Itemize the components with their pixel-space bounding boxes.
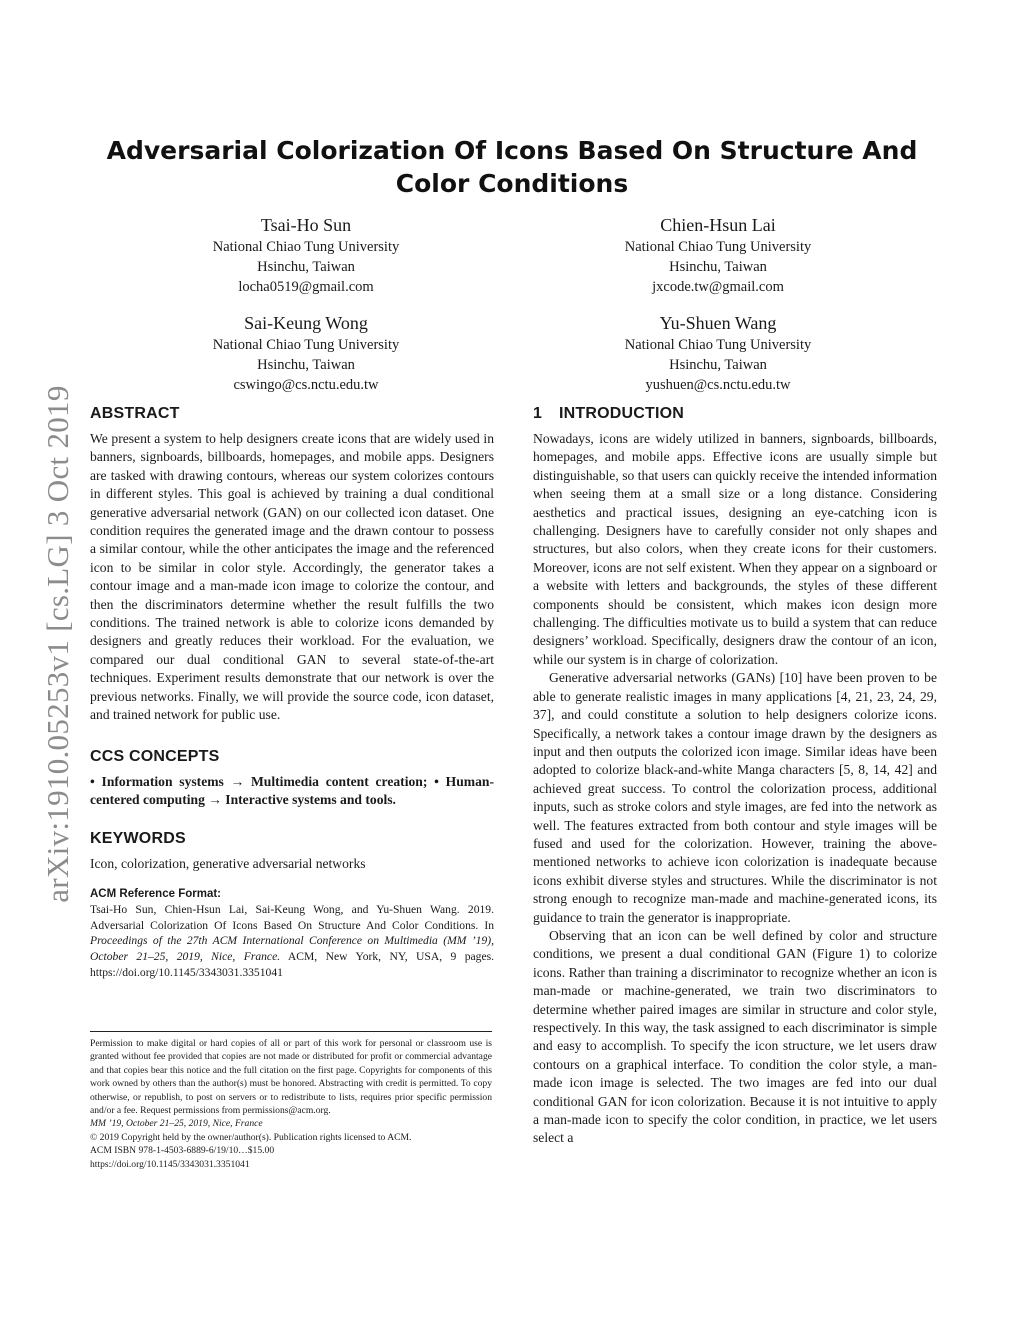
intro-paragraph-3: Observing that an icon can be well defined by color and structure conditions, we present a dual conditional GAN (Figure 1) to colorize icons. Rather than training a discriminator to recognize whether an icon is man-made or machine-generated, we train two discriminators to determine whether paired images are similar in structure and color style, respectively. In this way, the task assigned to each discriminator is simple and easy to accomplish. To specify the icon structure, we let users draw contours on a graphical interface. To condition the color style, a man-made icon image is selected. The two images are fed into our dual conditional GAN for icon colorization. Because it is not intuitive to apply a man-made icon to specify the color condition, in practice, we let users select a — [533, 927, 937, 1146]
author-name: Chien-Hsun Lai — [660, 215, 776, 235]
title-line-2: Color Conditions — [395, 169, 629, 198]
author-block — [126, 311, 486, 395]
title-line-1: Adversarial Colorization Of Icons Based On Structure And — [106, 136, 918, 165]
author-affiliation: National Chiao Tung University — [212, 239, 400, 255]
author-name: Yu-Shuen Wang — [659, 313, 777, 333]
abstract-heading: ABSTRACT — [90, 405, 180, 422]
reference-publisher: ACM, New York, NY, USA, 9 pages. https://doi.org/10.1145/3343031.3351041 — [90, 950, 495, 979]
author-block — [538, 311, 898, 395]
permission-text: Permission to make digital or hard copies of all or part of this work for personal or classroom use is granted without fee provided that copies are not made or distributed for profit or commercial advantage and that copies bear this notice and the full citation on the first page. Copyrights for components of this work owned by others than the author(s) must be honored. Abstracting with credit is permitted. To copy otherwise, or republish, to post on servers or to redistribute to lists, requires prior specific permission and/or a fee. Request permissions from permissions@acm.org. — [90, 1038, 492, 1117]
reference-proceedings: Proceedings of the 27th ACM International Conference on Multimedia (MM ’19), October 21–25, 2019, Nice, France. — [90, 934, 494, 964]
keywords-text: Icon, colorization, generative adversarial networks — [90, 856, 366, 872]
permission-footnote — [90, 1037, 492, 1171]
author-email: jxcode.tw@gmail.com — [652, 279, 784, 295]
author-location: Hsinchu, Taiwan — [257, 259, 355, 275]
intro-paragraph-2: Generative adversarial networks (GANs) [10] have been proven to be able to generate realistic images in many applications [4, 21, 23, 24, 29, 37], and could constitute a solution to help designers colorize icons. Specifically, a network takes a contour image drawn by the designers as input and then outputs the colorized icon image. Similar ideas have been adopted to colorize black-and-white Manga characters [5, 8, 14, 42] and achieved great success. To control the colorization process, additional inputs, such as stroke colors and style images, are fed into the network as well. The features extracted from both contour and style images will be fused and used for the colorization. However, training the above-mentioned networks to achieve icon colorization is inadequate because icons exhibit diverse styles and structures. While the discriminator is not strong enough to recognize man-made and machine-generated icons, its guidance to train the generator is inappropriate. — [533, 670, 937, 925]
arxiv-identifier: arXiv:1910.05253v1 [cs.LG] 3 Oct 2019 — [40, 385, 75, 903]
ccs-heading: CCS CONCEPTS — [90, 747, 220, 765]
author-location: Hsinchu, Taiwan — [669, 259, 767, 275]
author-affiliation: National Chiao Tung University — [212, 337, 400, 353]
paper-title — [100, 134, 924, 200]
author-block — [126, 213, 486, 297]
acm-reference — [90, 888, 494, 981]
author-email: cswingo@cs.nctu.edu.tw — [233, 377, 379, 393]
reference-authors: Tsai-Ho Sun, Chien-Hsun Lai, Sai-Keung Wong, and Yu-Shuen Wang. 2019. Adversarial Colorization Of Icons Based On Structure And Color Conditions. In — [90, 902, 494, 932]
author-affiliation: National Chiao Tung University — [624, 239, 812, 255]
abstract-text: We present a system to help designers create icons that are widely used in banners, signboards, billboards, homepages, and mobile apps. Designers are tasked with drawing contours, whereas our system colorizes contours in different styles. This goal is achieved by training a dual conditional generative adversarial network (GAN) on our collected icon dataset. One condition requires the generated image and the drawn contour to possess a similar contour, while the other anticipates the image and the referenced icon to be similar in color style. Accordingly, the generator takes a contour image and a man-made icon image to colorize the contour, and then the discriminators determine whether the result fulfills the two conditions. The trained network is able to colorize icons demanded by designers and greatly reduces their workload. For the evaluation, we compared our dual conditional GAN to several state-of-the-art techniques. Experiment results demonstrate that our network is over the previous networks. Finally, we will provide the source code, icon dataset, and trained network for public use. — [90, 431, 494, 723]
introduction-heading — [533, 404, 937, 424]
author-block — [538, 213, 898, 297]
author-location: Hsinchu, Taiwan — [257, 357, 355, 373]
reference-heading: ACM Reference Format: — [90, 887, 221, 900]
right-column — [533, 404, 937, 1148]
author-affiliation: National Chiao Tung University — [624, 337, 812, 353]
isbn-line: ACM ISBN 978-1-4503-6889-6/19/10…$15.00 — [90, 1145, 275, 1157]
author-name: Tsai-Ho Sun — [260, 215, 352, 235]
doi-line: https://doi.org/10.1145/3343031.3351041 — [90, 1158, 250, 1170]
reference-body — [90, 902, 494, 981]
conference-line: MM ’19, October 21–25, 2019, Nice, France — [90, 1118, 263, 1130]
section-title: INTRODUCTION — [559, 405, 685, 422]
author-email: locha0519@gmail.com — [238, 279, 374, 295]
author-location: Hsinchu, Taiwan — [669, 357, 767, 373]
author-email: yushuen@cs.nctu.edu.tw — [645, 377, 791, 393]
keywords-heading: KEYWORDS — [90, 830, 186, 848]
author-name: Sai-Keung Wong — [244, 313, 368, 333]
left-column — [90, 404, 494, 981]
copyright-line: © 2019 Copyright held by the owner/author(s). Publication rights licensed to ACM. — [90, 1131, 412, 1143]
footnote-divider — [90, 1031, 492, 1032]
intro-paragraph-1: Nowadays, icons are widely utilized in banners, signboards, billboards, homepages, and mobile apps. Effective icons are usually simple but distinguishable, so that users can quickly receive the intended information when seeing them at a small size or a long distance. Considering aesthetics and practical issues, designing an eye-catching icon is challenging. Designers have to carefully consider not only shapes and structures, but also colors, when they create icons for their customers. Moreover, icons are not self existent. When they appear on a signboard or a website with letters and backgrounds, the styles of these different components should be consistent, which makes icon design more challenging. The difficulties motivate us to build a system that can reduce designers’ workload. Specifically, designers draw the contour of an icon, while our system is in charge of colorization. — [533, 431, 937, 667]
section-number: 1 — [533, 405, 543, 422]
ccs-text: • Information systems → Multimedia content creation; • Human-centered computing → Interactive systems and tools. — [90, 773, 494, 807]
